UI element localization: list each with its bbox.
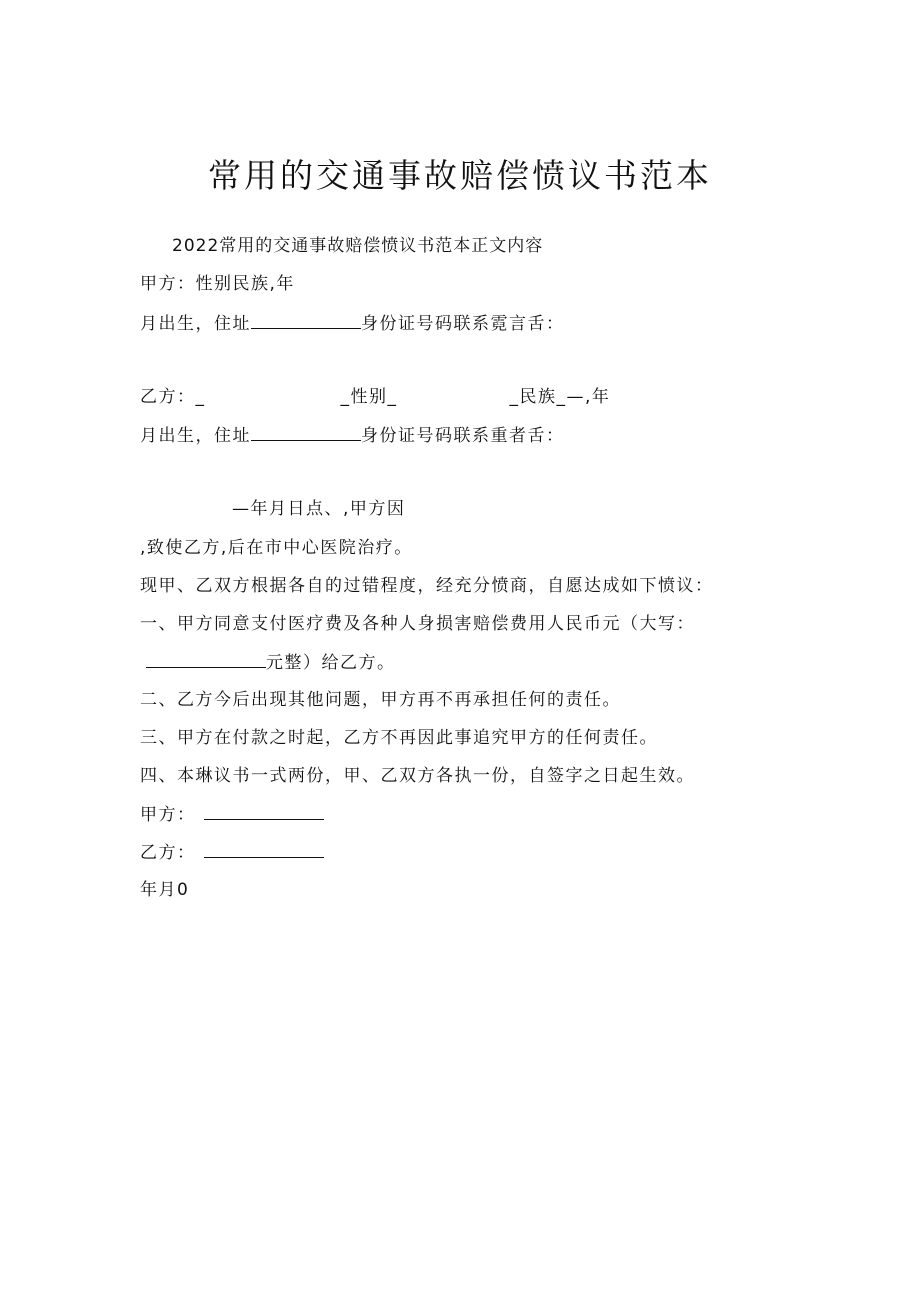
party-a-line1: 甲方：性别民族,年 [140,274,295,294]
party-b-label: 乙方：_ [140,387,206,407]
document-title: 常用的交通事故赔偿愤议书范本 [208,156,712,195]
address-blank [251,424,361,441]
signature-party-a-label: 甲方： [140,805,196,825]
incident-line1: —年月日点、,甲方因 [232,499,406,519]
signature-blank-b [204,841,324,858]
party-b-address-label: 月出生，住址 [140,426,251,446]
party-b-line2 [140,424,565,447]
clause-1-line1: 一、甲方同意支付医疗费及各种人身损害赔偿费用人民币元（大写： [140,614,695,634]
agreement-intro: 现甲、乙双方根据各自的过错程度，经充分愤商，自愿达成如下愤议： [140,576,714,596]
party-b-id-contact-label: 身份证号码联系重者舌： [361,426,565,446]
clause-2: 二、乙方今后出现其他问题，甲方再不再承担任何的责任。 [140,690,621,710]
signature-party-b [140,841,324,864]
signature-party-b-label: 乙方： [140,843,196,863]
clause-4: 四、本琳议书一式两份，甲、乙双方各执一份，自签字之日起生效。 [140,766,695,786]
address-blank [251,312,361,329]
signature-party-a [140,803,324,826]
party-b-ethnicity-label: _民族_—,年 [509,387,611,407]
clause-1-line2 [146,651,396,674]
amount-blank [146,651,266,668]
party-a-id-contact-label: 身份证号码联系霓言舌： [361,314,565,334]
clause-3: 三、甲方在付款之时起，乙方不再因此事追究甲方的任何责任。 [140,728,658,748]
party-a-line2 [140,312,565,335]
document-subtitle: 2022常用的交通事故赔偿愤议书范本正文内容 [172,236,544,256]
party-a-address-label: 月出生，住址 [140,314,251,334]
date-line: 年月0 [140,880,190,900]
party-b-line1 [140,386,610,408]
party-b-gender-label: _性别_ [340,387,398,407]
clause-1-amount-text: 元整）给乙方。 [266,653,396,673]
signature-blank-a [204,803,324,820]
incident-line2: ,致使乙方,后在市中心医院治疗。 [140,538,413,558]
